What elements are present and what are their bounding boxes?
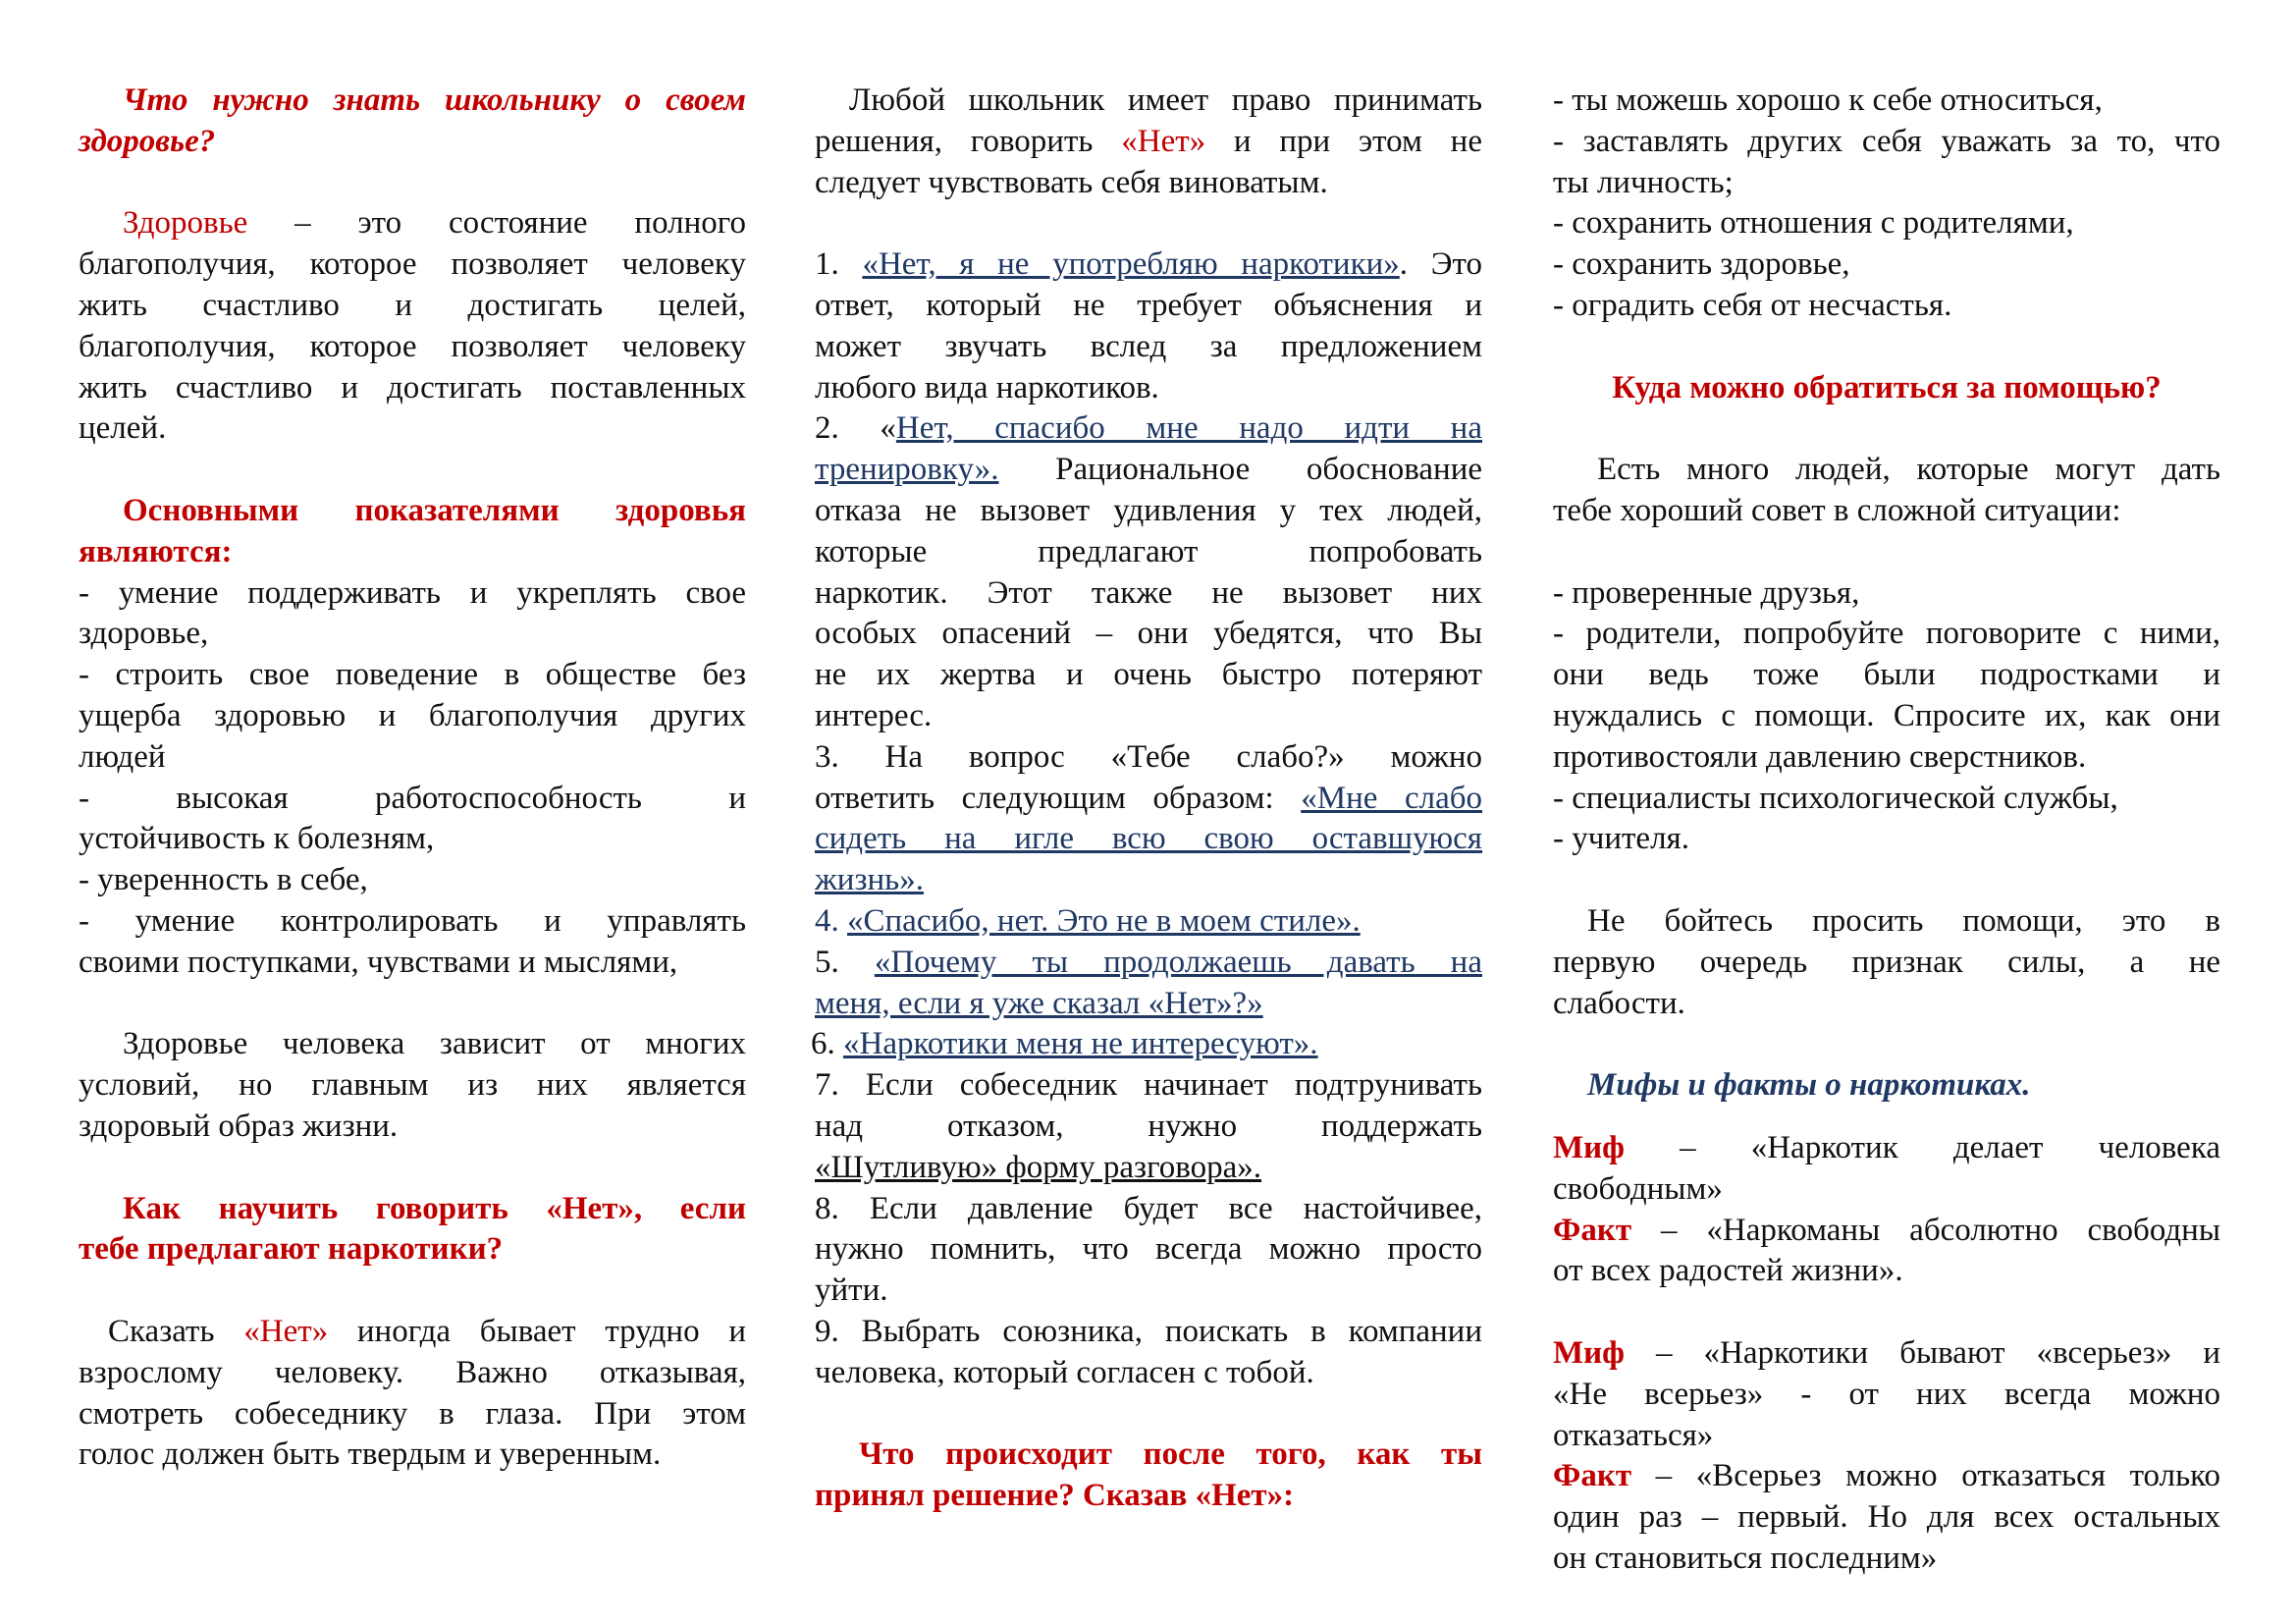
health-definition-line: жить счастливо и достигать поставленных: [79, 369, 746, 406]
refusal-item-1-text: может звучать вслед за предложением: [815, 328, 1482, 364]
health-definition-line: Здоровье – это состояние полного: [123, 205, 746, 242]
column-3: [1553, 81, 2220, 1580]
dont-fear-text: первую очередь признак силы, а не: [1553, 944, 2220, 980]
myth-2-text: «Не всерьез» - от них всегда можно: [1553, 1376, 2220, 1412]
refusal-item-2-text: наркотик. Этот также не вызовет них: [815, 574, 1482, 611]
heading-after-decision-cont: принял решение? Сказав «Нет»:: [815, 1478, 1295, 1514]
refusal-item-3-text: [815, 860, 1482, 901]
indicator-item: устойчивость к болезням,: [79, 821, 435, 857]
no-word: «Нет»: [243, 1313, 329, 1349]
refusal-item-2-text: интерес.: [815, 697, 933, 733]
help-intro-text: Есть много людей, которые могут дать: [1597, 452, 2220, 488]
indicator-item: - высокая работоспособность и: [79, 780, 746, 816]
refusal-item-9-text: человека, который согласен с тобой.: [815, 1354, 1314, 1390]
refusal-phrase-2: Нет, спасибо мне надо идти на: [895, 410, 1482, 447]
benefit-item: - ты можешь хорошо к себе относиться,: [1553, 82, 2103, 118]
refusal-item-2-text: тренировку». Рациональное обоснование: [815, 452, 1482, 488]
column-1: [79, 81, 746, 1476]
helper-item: - учителя.: [1553, 821, 1689, 857]
helper-item: они ведь тоже были подростками и: [1553, 657, 2220, 693]
health-definition-line: целей.: [79, 410, 167, 447]
indicator-item: - умение поддерживать и укреплять свое: [79, 574, 746, 611]
myth-label: Миф: [1553, 1334, 1625, 1371]
refusal-item-7-text: [815, 1148, 1482, 1189]
heading-how-say-no-cont: тебе предлагают наркотики?: [79, 1231, 504, 1268]
refusal-phrase-3-end: жизнь».: [815, 862, 924, 898]
refusal-phrase-4: «Спасибо, нет. Это не в моем стиле».: [847, 902, 1361, 939]
heading-where-help: Куда можно обратиться за помощью?: [1612, 369, 2162, 406]
refusal-item-7: 7. Если собеседник начинает подтрунивать: [815, 1067, 1482, 1104]
refusal-item-9: 9. Выбрать союзника, поискать в компании: [815, 1313, 1482, 1349]
heading-after-decision: Что происходит после того, как ты: [859, 1436, 1482, 1473]
dont-fear-text: слабости.: [1553, 985, 1685, 1021]
health-word: Здоровье: [123, 205, 248, 242]
refusal-item-4: 4. «Спасибо, нет. Это не в моем стиле».: [815, 902, 1361, 939]
indicator-item: - умение контролировать и управлять: [79, 902, 746, 939]
benefit-item: - оградить себя от несчастья.: [1553, 287, 1952, 323]
helper-item: - родители, попробуйте поговорите с ними,: [1553, 616, 2220, 652]
column-2: [811, 81, 1483, 1517]
myth-2: Миф – «Наркотики бывают «всерьез» и: [1553, 1334, 2220, 1371]
indicator-item: ущерба здоровью и благополучия других: [79, 697, 746, 733]
refusal-phrase-3: «Мне слабо: [1301, 780, 1483, 816]
refusal-phrase-5: «Почему ты продолжаешь давать на: [874, 944, 1482, 980]
heading-health-indicators-cont: являются:: [79, 533, 233, 569]
indicator-item: здоровье,: [79, 616, 209, 652]
say-no-text: взрослому человеку. Важно отказывая,: [79, 1354, 746, 1390]
heading-health-indicators: Основными показателями здоровья: [123, 492, 746, 528]
refusal-item-3-text: ответить следующим образом: «Мне слабо: [815, 780, 1483, 816]
healthy-lifestyle-text: Здоровье человека зависит от многих: [123, 1026, 746, 1062]
myth-2-text: отказаться»: [1553, 1417, 1714, 1453]
refusal-item-5: 5. «Почему ты продолжаешь давать на: [815, 944, 1482, 980]
helper-item: - специалисты психологической службы,: [1553, 780, 2118, 816]
refusal-item-2-text: которые предлагают попробовать: [815, 533, 1482, 569]
refusal-item-1: 1. «Нет, я не употребляю наркотики». Это: [815, 246, 1483, 283]
refusal-item-1-text: ответ, который не требует объяснения и: [815, 287, 1482, 323]
myth-1-text: свободным»: [1553, 1170, 1723, 1207]
refusal-item-8: 8. Если давление будет все настойчивее,: [815, 1190, 1482, 1226]
fact-2: Факт – «Всерьез можно отказаться только: [1553, 1458, 2220, 1494]
refusal-phrase-7: «Шутливую» форму разговора».: [815, 1149, 1262, 1185]
heading-how-say-no: Как научить говорить «Нет», если: [123, 1190, 746, 1226]
heading-myths-facts: Мифы и факты о наркотиках.: [1587, 1067, 2031, 1104]
heading-health-knowledge-cont: здоровье?: [79, 123, 216, 159]
fact-1-text: от всех радостей жизни».: [1553, 1253, 1903, 1289]
refusal-item-7-text: над отказом, нужно поддержать: [815, 1108, 1482, 1144]
fact-1: Факт – «Наркоманы абсолютно свободны: [1553, 1212, 2220, 1248]
right-to-decide-text: Любой школьник имеет право принимать: [849, 82, 1482, 118]
indicator-item: - строить свое поведение в обществе без: [79, 657, 746, 693]
indicator-item: своими поступками, чувствами и мыслями,: [79, 944, 678, 980]
refusal-phrase-1: «Нет, я не употребляю наркотики»: [862, 246, 1400, 283]
refusal-item-8-text: нужно помнить, что всегда можно просто: [815, 1231, 1482, 1268]
fact-label: Факт: [1553, 1458, 1632, 1494]
myth-label: Миф: [1553, 1129, 1625, 1165]
refusal-item-1-text: любого вида наркотиков.: [815, 369, 1159, 406]
right-to-decide-text: решения, говорить «Нет» и при этом не: [815, 123, 1482, 159]
healthy-lifestyle-text: условий, но главным из них является: [79, 1067, 746, 1104]
say-no-text: Сказать «Нет» иногда бывает трудно и: [108, 1313, 746, 1349]
refusal-item-3: 3. На вопрос «Тебе слабо?» можно: [815, 738, 1482, 775]
dont-fear-text: Не бойтесь просить помощи, это в: [1587, 902, 2220, 939]
benefit-item: - заставлять других себя уважать за то, что: [1553, 123, 2220, 159]
help-intro-text: тебе хороший совет в сложной ситуации:: [1553, 492, 2121, 528]
benefit-item: - сохранить здоровье,: [1553, 246, 1850, 283]
say-no-text: голос должен быть твердым и уверенным.: [79, 1436, 662, 1473]
health-definition-line: жить счастливо и достигать целей,: [79, 287, 746, 323]
indicator-item: - уверенность в себе,: [79, 862, 368, 898]
heading-health-knowledge: Что нужно знать школьнику о своем: [123, 82, 746, 118]
fact-2-text: один раз – первый. Но для всех остальных: [1553, 1499, 2220, 1536]
refusal-phrase-2-cont: тренировку».: [815, 452, 999, 488]
say-no-text: смотреть собеседнику в глаза. При этом: [79, 1395, 746, 1432]
refusal-item-8-text: уйти.: [815, 1272, 888, 1309]
refusal-phrase-6: «Наркотики меня не интересуют».: [843, 1026, 1318, 1062]
no-word: «Нет»: [1121, 123, 1206, 159]
helper-item: нуждались с помощи. Спросите их, как они: [1553, 697, 2220, 733]
fact-2-text: он становиться последним»: [1553, 1540, 1938, 1576]
refusal-item-2: 2. «Нет, спасибо мне надо идти на: [815, 410, 1482, 447]
right-to-decide-text: следует чувствовать себя виноватым.: [815, 164, 1328, 200]
refusal-phrase-3-cont: сидеть на игле всю свою оставшуюся: [815, 821, 1482, 857]
indicator-item: людей: [79, 738, 166, 775]
refusal-item-5-text: [815, 984, 1482, 1025]
helper-item: - проверенные друзья,: [1553, 574, 1860, 611]
health-definition-line: благополучия, которое позволяет человеку: [79, 328, 746, 364]
refusal-item-2-text: отказа не вызовет удивления у тех людей,: [815, 492, 1482, 528]
refusal-item-2-text: особых опасений – они убедятся, что Вы: [815, 616, 1482, 652]
refusal-item-6: 6. «Наркотики меня не интересуют».: [811, 1026, 1318, 1062]
refusal-item-2-text: не их жертва и очень быстро потеряют: [815, 657, 1482, 693]
benefit-item: ты личность;: [1553, 164, 1734, 200]
health-definition-line: благополучия, которое позволяет человеку: [79, 246, 746, 283]
benefit-item: - сохранить отношения с родителями,: [1553, 205, 2074, 242]
refusal-item-3-text: [815, 819, 1482, 860]
fact-label: Факт: [1553, 1212, 1632, 1248]
healthy-lifestyle-text: здоровый образ жизни.: [79, 1108, 399, 1144]
myth-1: Миф – «Наркотик делает человека: [1553, 1129, 2220, 1165]
refusal-phrase-5-cont: меня, если я уже сказал «Нет»?»: [815, 985, 1263, 1021]
helper-item: противостояли давлению сверстников.: [1553, 738, 2087, 775]
